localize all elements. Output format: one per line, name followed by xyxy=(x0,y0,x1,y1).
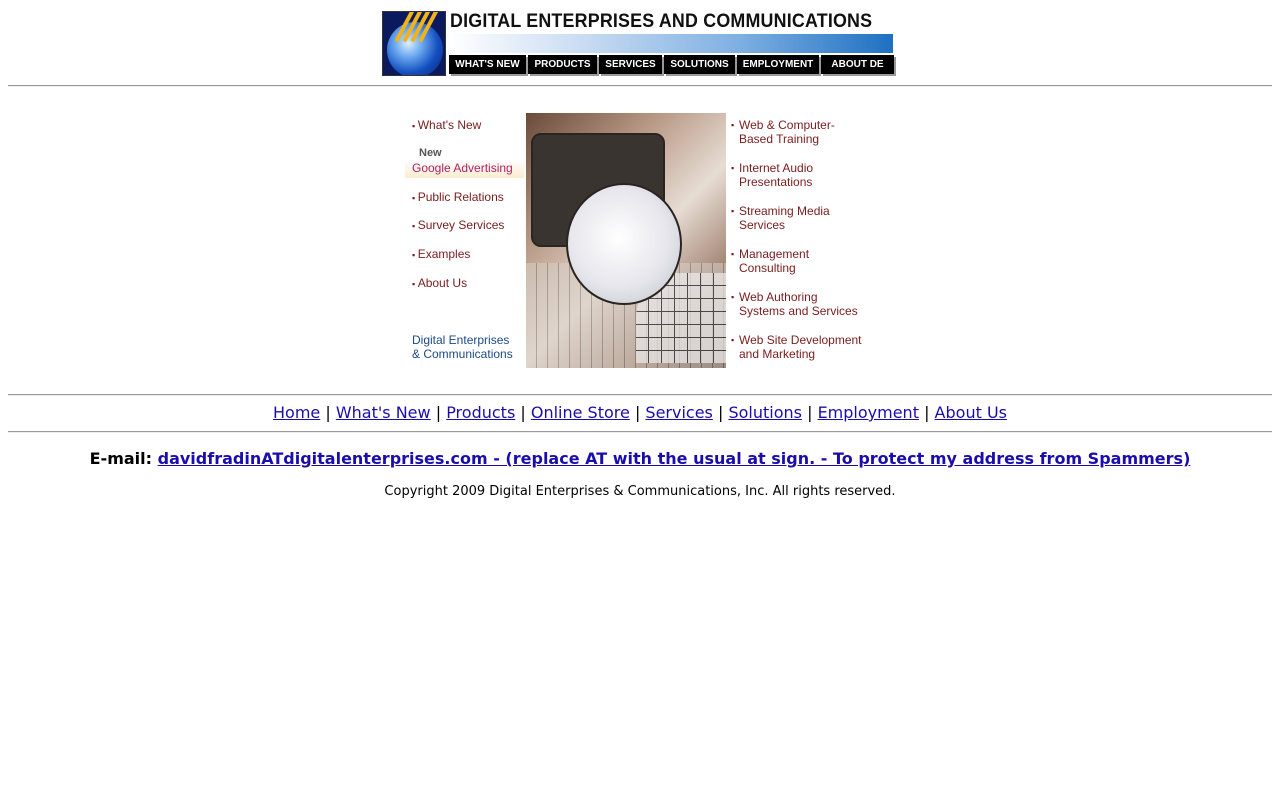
menu-text: Services xyxy=(739,218,786,232)
company-name-line1: Digital Enterprises xyxy=(412,333,510,347)
globe-logo-icon[interactable] xyxy=(382,11,446,76)
new-badge: New xyxy=(419,147,442,159)
left-menu xyxy=(405,113,525,368)
menu-item-public-relations[interactable]: ▪ Public Relations xyxy=(412,190,504,204)
nav-button-products[interactable]: PRODUCTS xyxy=(528,55,597,74)
menu-text: Web Site Development xyxy=(739,333,862,347)
separator: | xyxy=(520,403,526,422)
footer-link-home[interactable]: Home xyxy=(273,403,321,422)
menu-item-streaming-media[interactable]: ▪ Streaming Media Services xyxy=(731,204,830,232)
top-nav xyxy=(449,55,894,75)
bottom-divider xyxy=(8,431,1272,433)
menu-text: and Marketing xyxy=(739,347,816,361)
menu-item-management-consulting[interactable]: ▪ Management Consulting xyxy=(731,247,810,275)
nav-button-whats-new[interactable]: WHAT'S NEW xyxy=(449,55,526,74)
email-line xyxy=(0,449,1280,468)
footer-link-about-us[interactable]: About Us xyxy=(934,403,1007,422)
separator: | xyxy=(435,403,442,422)
separator: | xyxy=(717,403,724,422)
separator: | xyxy=(807,403,813,422)
footer-link-solutions[interactable]: Solutions xyxy=(728,403,802,422)
nav-button-about-de[interactable]: ABOUT DE xyxy=(821,55,894,74)
footer-link-online-store[interactable]: Online Store xyxy=(530,403,630,422)
nav-button-solutions[interactable]: SOLUTIONS xyxy=(664,55,735,74)
brand-title: DIGITAL ENTERPRISES AND COMMUNICATIONS xyxy=(450,11,873,32)
menu-item-whats-new[interactable]: ▪ What's New xyxy=(412,118,481,132)
menu-text: Systems and Services xyxy=(739,304,858,318)
footer-link-employment[interactable]: Employment xyxy=(817,403,919,422)
separator: | xyxy=(325,403,331,422)
menu-text: Web Authoring xyxy=(739,290,818,304)
menu-text: Consulting xyxy=(739,261,796,275)
middle-divider xyxy=(8,394,1272,396)
site-banner xyxy=(382,11,898,78)
separator: | xyxy=(924,403,930,422)
menu-item-web-training[interactable]: ▪ Web & Computer- Based Training xyxy=(731,118,835,146)
brand-gradient-bar xyxy=(450,34,893,53)
menu-text: Web & Computer- xyxy=(739,118,835,132)
menu-text: Internet Audio xyxy=(739,161,814,175)
nav-button-employment[interactable]: EMPLOYMENT xyxy=(737,55,819,74)
menu-text: Presentations xyxy=(739,175,813,189)
top-divider xyxy=(8,85,1272,87)
menu-text: Based Training xyxy=(739,132,820,146)
copyright: Copyright 2009 Digital Enterprises & Communications, Inc. All rights reserved. xyxy=(384,484,896,499)
hero-photo xyxy=(526,113,726,368)
right-menu xyxy=(729,113,879,368)
menu-item-about-us[interactable]: ▪ About Us xyxy=(412,276,467,290)
menu-item-google-advertising[interactable]: Google Advertising xyxy=(405,160,524,178)
footer-link-services[interactable]: Services xyxy=(645,403,713,422)
menu-text: Streaming Media xyxy=(739,204,830,218)
menu-item-web-site-development[interactable]: ▪ Web Site Development and Marketing xyxy=(731,333,862,361)
footer-link-whats-new[interactable]: What's New xyxy=(335,403,431,422)
menu-item-examples[interactable]: ▪ Examples xyxy=(412,247,470,261)
menu-item-survey-services[interactable]: ▪ Survey Services xyxy=(412,218,504,232)
nav-button-services[interactable]: SERVICES xyxy=(599,55,662,74)
menu-item-web-authoring[interactable]: ▪ Web Authoring Systems and Services xyxy=(731,290,858,318)
email-link[interactable]: davidfradinATdigitalenterprises.com - (replace AT with the usual at sign. - To protect my address from Spammers) xyxy=(157,449,1191,468)
footer-nav xyxy=(0,403,1280,422)
menu-text: Management xyxy=(739,247,810,261)
company-name-line2: & Communications xyxy=(412,347,513,361)
separator: | xyxy=(634,403,641,422)
menu-item-internet-audio[interactable]: ▪ Internet Audio Presentations xyxy=(731,161,814,189)
company-name xyxy=(412,333,513,361)
email-label: E-mail: xyxy=(89,449,153,468)
footer-link-products[interactable]: Products xyxy=(446,403,516,422)
